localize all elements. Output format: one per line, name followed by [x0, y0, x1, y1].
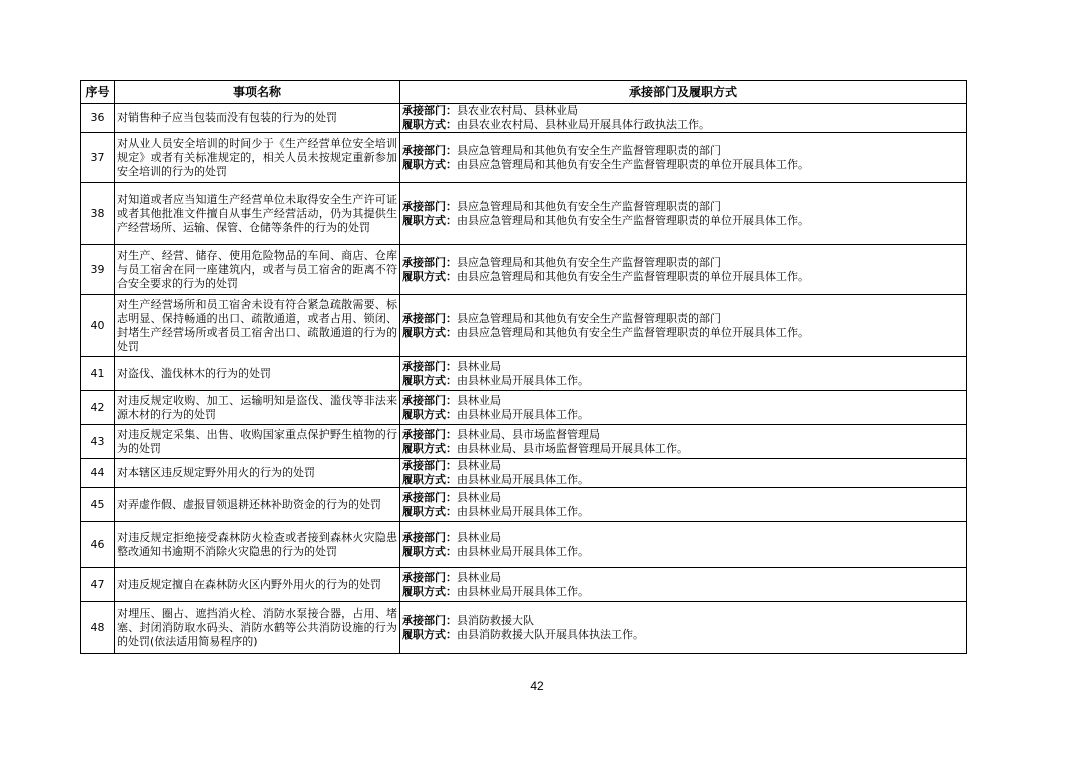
dept-label: 承接部门： — [402, 427, 457, 441]
row-item-name: 对本辖区违反规定野外用火的行为的处罚 — [115, 459, 400, 488]
dept-label: 承接部门： — [402, 359, 457, 373]
method-value: 由县应急管理局和其他负有安全生产监督管理职责的单位开展具体工作。 — [457, 157, 809, 171]
method-label: 履职方式： — [402, 584, 457, 598]
row-number: 42 — [81, 391, 115, 425]
dept-line — [402, 360, 964, 374]
row-dept-cell — [400, 133, 967, 183]
row-number: 41 — [81, 357, 115, 391]
dept-line — [402, 571, 964, 585]
dept-label: 承接部门： — [402, 199, 457, 213]
dept-label: 承接部门： — [402, 311, 457, 325]
dept-line — [402, 312, 964, 326]
row-dept-cell — [400, 183, 967, 245]
row-dept-cell — [400, 488, 967, 522]
dept-value: 县林业局、县市场监督管理局 — [457, 427, 600, 441]
row-number: 47 — [81, 568, 115, 602]
dept-label: 承接部门： — [402, 143, 457, 157]
dept-line — [402, 614, 964, 628]
row-item-name: 对埋压、圈占、遮挡消火栓、消防水泵接合器，占用、堵塞、封闭消防取水码头、消防水鹤等公共消防设施的行为的处罚(依法适用简易程序的) — [115, 602, 400, 654]
method-line — [402, 118, 964, 132]
row-item-name: 对盗伐、滥伐林木的行为的处罚 — [115, 357, 400, 391]
row-dept-cell — [400, 245, 967, 295]
method-line — [402, 408, 964, 422]
row-dept-cell — [400, 459, 967, 488]
dept-line — [402, 428, 964, 442]
header-item: 事项名称 — [115, 81, 400, 104]
dept-value: 县消防救援大队 — [457, 613, 534, 627]
table-row — [81, 295, 967, 357]
row-number: 46 — [81, 522, 115, 568]
row-number: 36 — [81, 104, 115, 133]
table-row — [81, 488, 967, 522]
table-row — [81, 568, 967, 602]
responsibility-table — [80, 80, 967, 654]
method-line — [402, 326, 964, 340]
method-label: 履职方式： — [402, 269, 457, 283]
table-row — [81, 425, 967, 459]
dept-value: 县林业局 — [457, 490, 501, 504]
dept-label: 承接部门： — [402, 393, 457, 407]
dept-value: 县林业局 — [457, 459, 501, 472]
method-line — [402, 545, 964, 559]
dept-label: 承接部门： — [402, 490, 457, 504]
method-value: 由县应急管理局和其他负有安全生产监督管理职责的单位开展具体工作。 — [457, 269, 809, 283]
row-dept-cell — [400, 568, 967, 602]
method-label: 履职方式： — [402, 373, 457, 387]
method-label: 履职方式： — [402, 213, 457, 227]
method-value: 由县林业局开展具体工作。 — [457, 373, 589, 387]
method-value: 由县林业局开展具体工作。 — [457, 584, 589, 598]
dept-line — [402, 459, 964, 473]
table-row — [81, 391, 967, 425]
method-value: 由县应急管理局和其他负有安全生产监督管理职责的单位开展具体工作。 — [457, 213, 809, 227]
method-value: 由县农业农村局、县林业局开展具体行政执法工作。 — [457, 118, 710, 131]
row-item-name: 对从业人员安全培训的时间少于《生产经营单位安全培训规定》或者有关标准规定的，相关人员未按规定重新参加安全培训的行为的处罚 — [115, 133, 400, 183]
dept-value: 县应急管理局和其他负有安全生产监督管理职责的部门 — [457, 143, 721, 157]
table-row — [81, 459, 967, 488]
dept-label: 承接部门： — [402, 104, 457, 117]
row-number: 37 — [81, 133, 115, 183]
dept-value: 县农业农村局、县林业局 — [457, 104, 578, 117]
dept-line — [402, 394, 964, 408]
row-dept-cell — [400, 425, 967, 459]
method-line — [402, 214, 964, 228]
dept-value: 县林业局 — [457, 393, 501, 407]
method-line — [402, 585, 964, 599]
dept-value: 县林业局 — [457, 359, 501, 373]
method-label: 履职方式： — [402, 325, 457, 339]
row-item-name: 对知道或者应当知道生产经营单位未取得安全生产许可证或者其他批准文件擅自从事生产经营活动，仍为其提供生产经营场所、运输、保管、仓储等条件的行为的处罚 — [115, 183, 400, 245]
method-label: 履职方式： — [402, 544, 457, 558]
method-label: 履职方式： — [402, 118, 457, 131]
dept-line — [402, 531, 964, 545]
row-number: 43 — [81, 425, 115, 459]
method-line — [402, 473, 964, 487]
row-item-name: 对违反规定拒绝接受森林防火检查或者接到森林火灾隐患整改通知书逾期不消除火灾隐患的行为的处罚 — [115, 522, 400, 568]
row-item-name: 对生产经营场所和员工宿舍未设有符合紧急疏散需要、标志明显、保持畅通的出口、疏散通道，或者占用、锁闭、封堵生产经营场所或者员工宿舍出口、疏散通道的行为的处罚 — [115, 295, 400, 357]
table-row — [81, 602, 967, 654]
method-label: 履职方式： — [402, 441, 457, 455]
table-row — [81, 245, 967, 295]
row-number: 40 — [81, 295, 115, 357]
dept-value: 县应急管理局和其他负有安全生产监督管理职责的部门 — [457, 255, 721, 269]
method-line — [402, 270, 964, 284]
method-line — [402, 158, 964, 172]
row-item-name: 对销售种子应当包装而没有包装的行为的处罚 — [115, 104, 400, 133]
method-value: 由县消防救援大队开展具体执法工作。 — [457, 627, 644, 641]
dept-label: 承接部门： — [402, 530, 457, 544]
dept-line — [402, 144, 964, 158]
dept-line — [402, 200, 964, 214]
method-line — [402, 442, 964, 456]
row-dept-cell — [400, 104, 967, 133]
table-header-row — [81, 81, 967, 104]
dept-label: 承接部门： — [402, 570, 457, 584]
method-value: 由县林业局开展具体工作。 — [457, 544, 589, 558]
row-dept-cell — [400, 602, 967, 654]
table-row — [81, 104, 967, 133]
method-label: 履职方式： — [402, 627, 457, 641]
method-value: 由县林业局开展具体工作。 — [457, 504, 589, 518]
method-value: 由县林业局开展具体工作。 — [457, 473, 589, 486]
table-row — [81, 357, 967, 391]
row-number: 39 — [81, 245, 115, 295]
row-item-name: 对违反规定采集、出售、收购国家重点保护野生植物的行为的处罚 — [115, 425, 400, 459]
method-label: 履职方式： — [402, 157, 457, 171]
method-line — [402, 505, 964, 519]
dept-value: 县林业局 — [457, 530, 501, 544]
table-row — [81, 183, 967, 245]
method-line — [402, 374, 964, 388]
dept-value: 县应急管理局和其他负有安全生产监督管理职责的部门 — [457, 311, 721, 325]
row-number: 48 — [81, 602, 115, 654]
dept-line — [402, 104, 964, 118]
dept-label: 承接部门： — [402, 613, 457, 627]
method-label: 履职方式： — [402, 504, 457, 518]
row-dept-cell — [400, 391, 967, 425]
page-number: 42 — [530, 679, 544, 693]
row-item-name: 对弄虚作假、虚报冒领退耕还林补助资金的行为的处罚 — [115, 488, 400, 522]
row-number: 38 — [81, 183, 115, 245]
method-value: 由县林业局开展具体工作。 — [457, 407, 589, 421]
row-item-name: 对生产、经营、储存、使用危险物品的车间、商店、仓库与员工宿舍在同一座建筑内，或者与员工宿舍的距离不符合安全要求的行为的处罚 — [115, 245, 400, 295]
method-label: 履职方式： — [402, 407, 457, 421]
dept-value: 县应急管理局和其他负有安全生产监督管理职责的部门 — [457, 199, 721, 213]
row-dept-cell — [400, 295, 967, 357]
dept-value: 县林业局 — [457, 570, 501, 584]
table-row — [81, 522, 967, 568]
dept-label: 承接部门： — [402, 255, 457, 269]
method-label: 履职方式： — [402, 473, 457, 486]
header-seq: 序号 — [81, 81, 115, 104]
row-number: 44 — [81, 459, 115, 488]
method-line — [402, 628, 964, 642]
row-dept-cell — [400, 357, 967, 391]
dept-line — [402, 256, 964, 270]
dept-label: 承接部门： — [402, 459, 457, 472]
row-item-name: 对违反规定收购、加工、运输明知是盗伐、滥伐等非法来源木材的行为的处罚 — [115, 391, 400, 425]
dept-line — [402, 491, 964, 505]
row-dept-cell — [400, 522, 967, 568]
method-value: 由县林业局、县市场监督管理局开展具体工作。 — [457, 441, 688, 455]
header-dept: 承接部门及履职方式 — [400, 81, 967, 104]
method-value: 由县应急管理局和其他负有安全生产监督管理职责的单位开展具体工作。 — [457, 325, 809, 339]
row-number: 45 — [81, 488, 115, 522]
row-item-name: 对违反规定擅自在森林防火区内野外用火的行为的处罚 — [115, 568, 400, 602]
table-row — [81, 133, 967, 183]
